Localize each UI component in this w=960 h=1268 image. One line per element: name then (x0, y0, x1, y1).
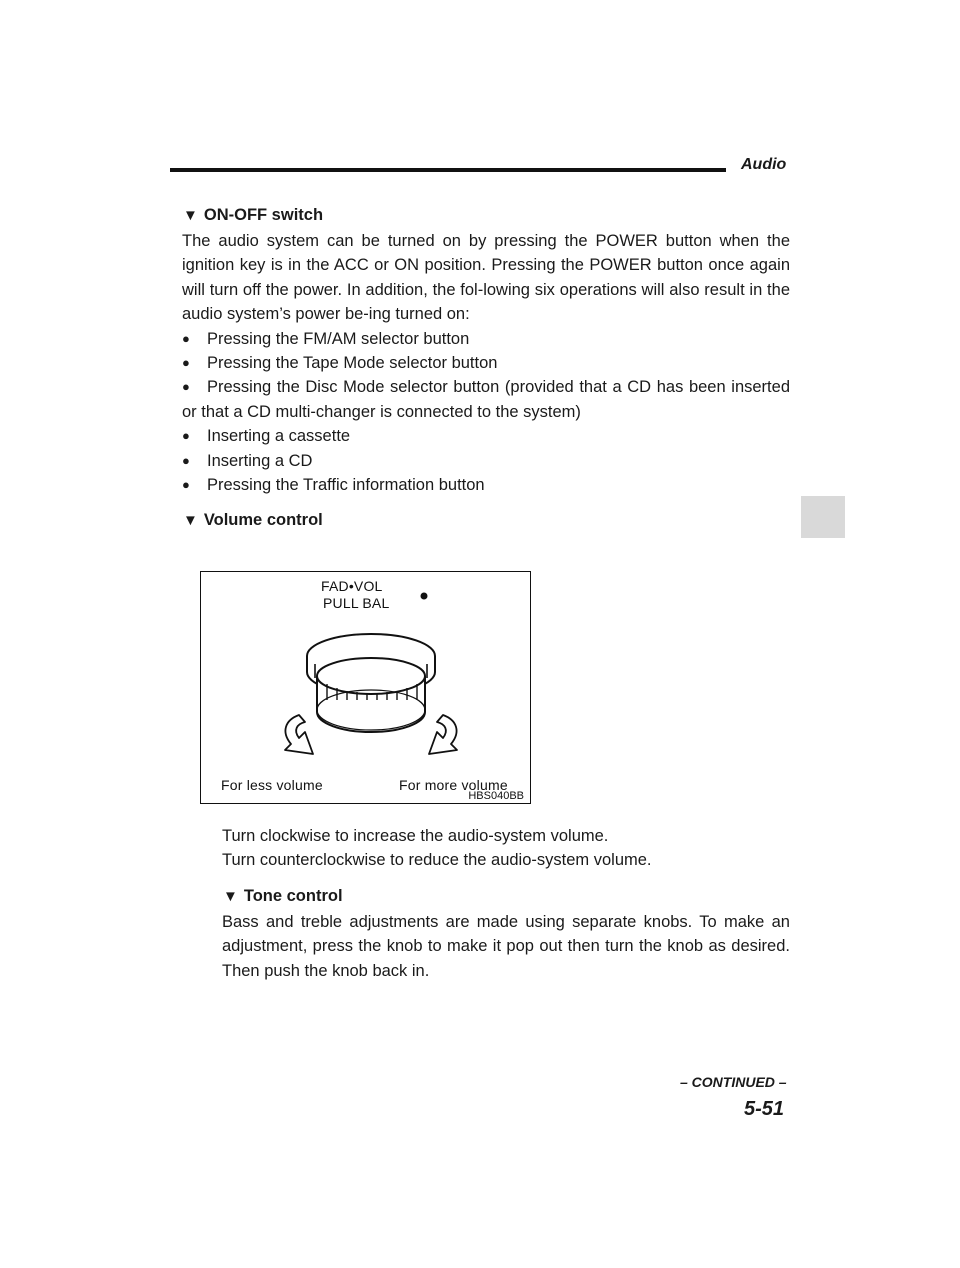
onoff-section (182, 202, 790, 534)
continued-marker: – CONTINUED – (680, 1074, 787, 1090)
chapter-side-tab (801, 496, 845, 538)
list-item: ● Inserting a cassette (182, 424, 790, 448)
bullet-icon: ● (182, 379, 190, 395)
fad-vol-label: FAD•VOL (321, 578, 383, 594)
more-volume-label: For more volume (399, 777, 508, 793)
bullet-icon: ● (182, 452, 190, 468)
triangle-marker-icon: ▼ (223, 887, 238, 905)
clockwise-instruction: Turn clockwise to increase the audio-system volume. (222, 827, 609, 845)
tone-paragraph: Bass and treble adjustments are made using separate knobs. To make an adjustment, press the knob to make it pop out then turn the knob as desired. Then push the knob back in. (222, 912, 790, 980)
onoff-paragraph: The audio system can be turned on by pressing the POWER button when the ignition key is in the ACC or ON position. Pressing the POWER button once again will turn off the power. In addition, the fol-lowing six operations will also result in the audio system’s power be-ing turned on: (182, 232, 790, 324)
list-item: ● Pressing the Tape Mode selector button (182, 351, 790, 375)
less-volume-label: For less volume (221, 777, 323, 793)
bullet-icon: ● (182, 428, 190, 444)
power-on-operations-list (182, 327, 790, 498)
triangle-marker-icon: ▼ (183, 512, 198, 530)
pull-bal-label: PULL BAL (323, 595, 390, 611)
list-item: ● Pressing the FM/AM selector button (182, 327, 790, 351)
page-header-title: Audio (741, 156, 787, 173)
list-item: ● Pressing the Disc Mode selector button (provided that a CD has been inserted or that a CD multi-changer is connected to the system) (182, 375, 790, 424)
list-item: ● Pressing the Traffic information button (182, 473, 790, 497)
section-heading: ▼ Volume control (183, 511, 323, 530)
section-heading: ▼ ON-OFF switch (183, 206, 324, 224)
volume-and-tone-section (222, 824, 790, 983)
figure-code: HBS040BB (468, 790, 524, 802)
list-item: ● Inserting a CD (182, 449, 790, 473)
section-heading: ▼ Tone control (223, 886, 343, 905)
page-number: 5-51 (744, 1098, 785, 1120)
triangle-marker-icon: ▼ (183, 207, 198, 224)
volume-knob-figure (200, 571, 531, 804)
bullet-icon: ● (182, 355, 190, 371)
header-rule (170, 168, 726, 172)
bullet-icon: ● (182, 477, 190, 493)
bullet-icon: ● (182, 330, 190, 346)
counterclockwise-instruction: Turn counterclockwise to reduce the audio-system volume. (222, 851, 652, 870)
